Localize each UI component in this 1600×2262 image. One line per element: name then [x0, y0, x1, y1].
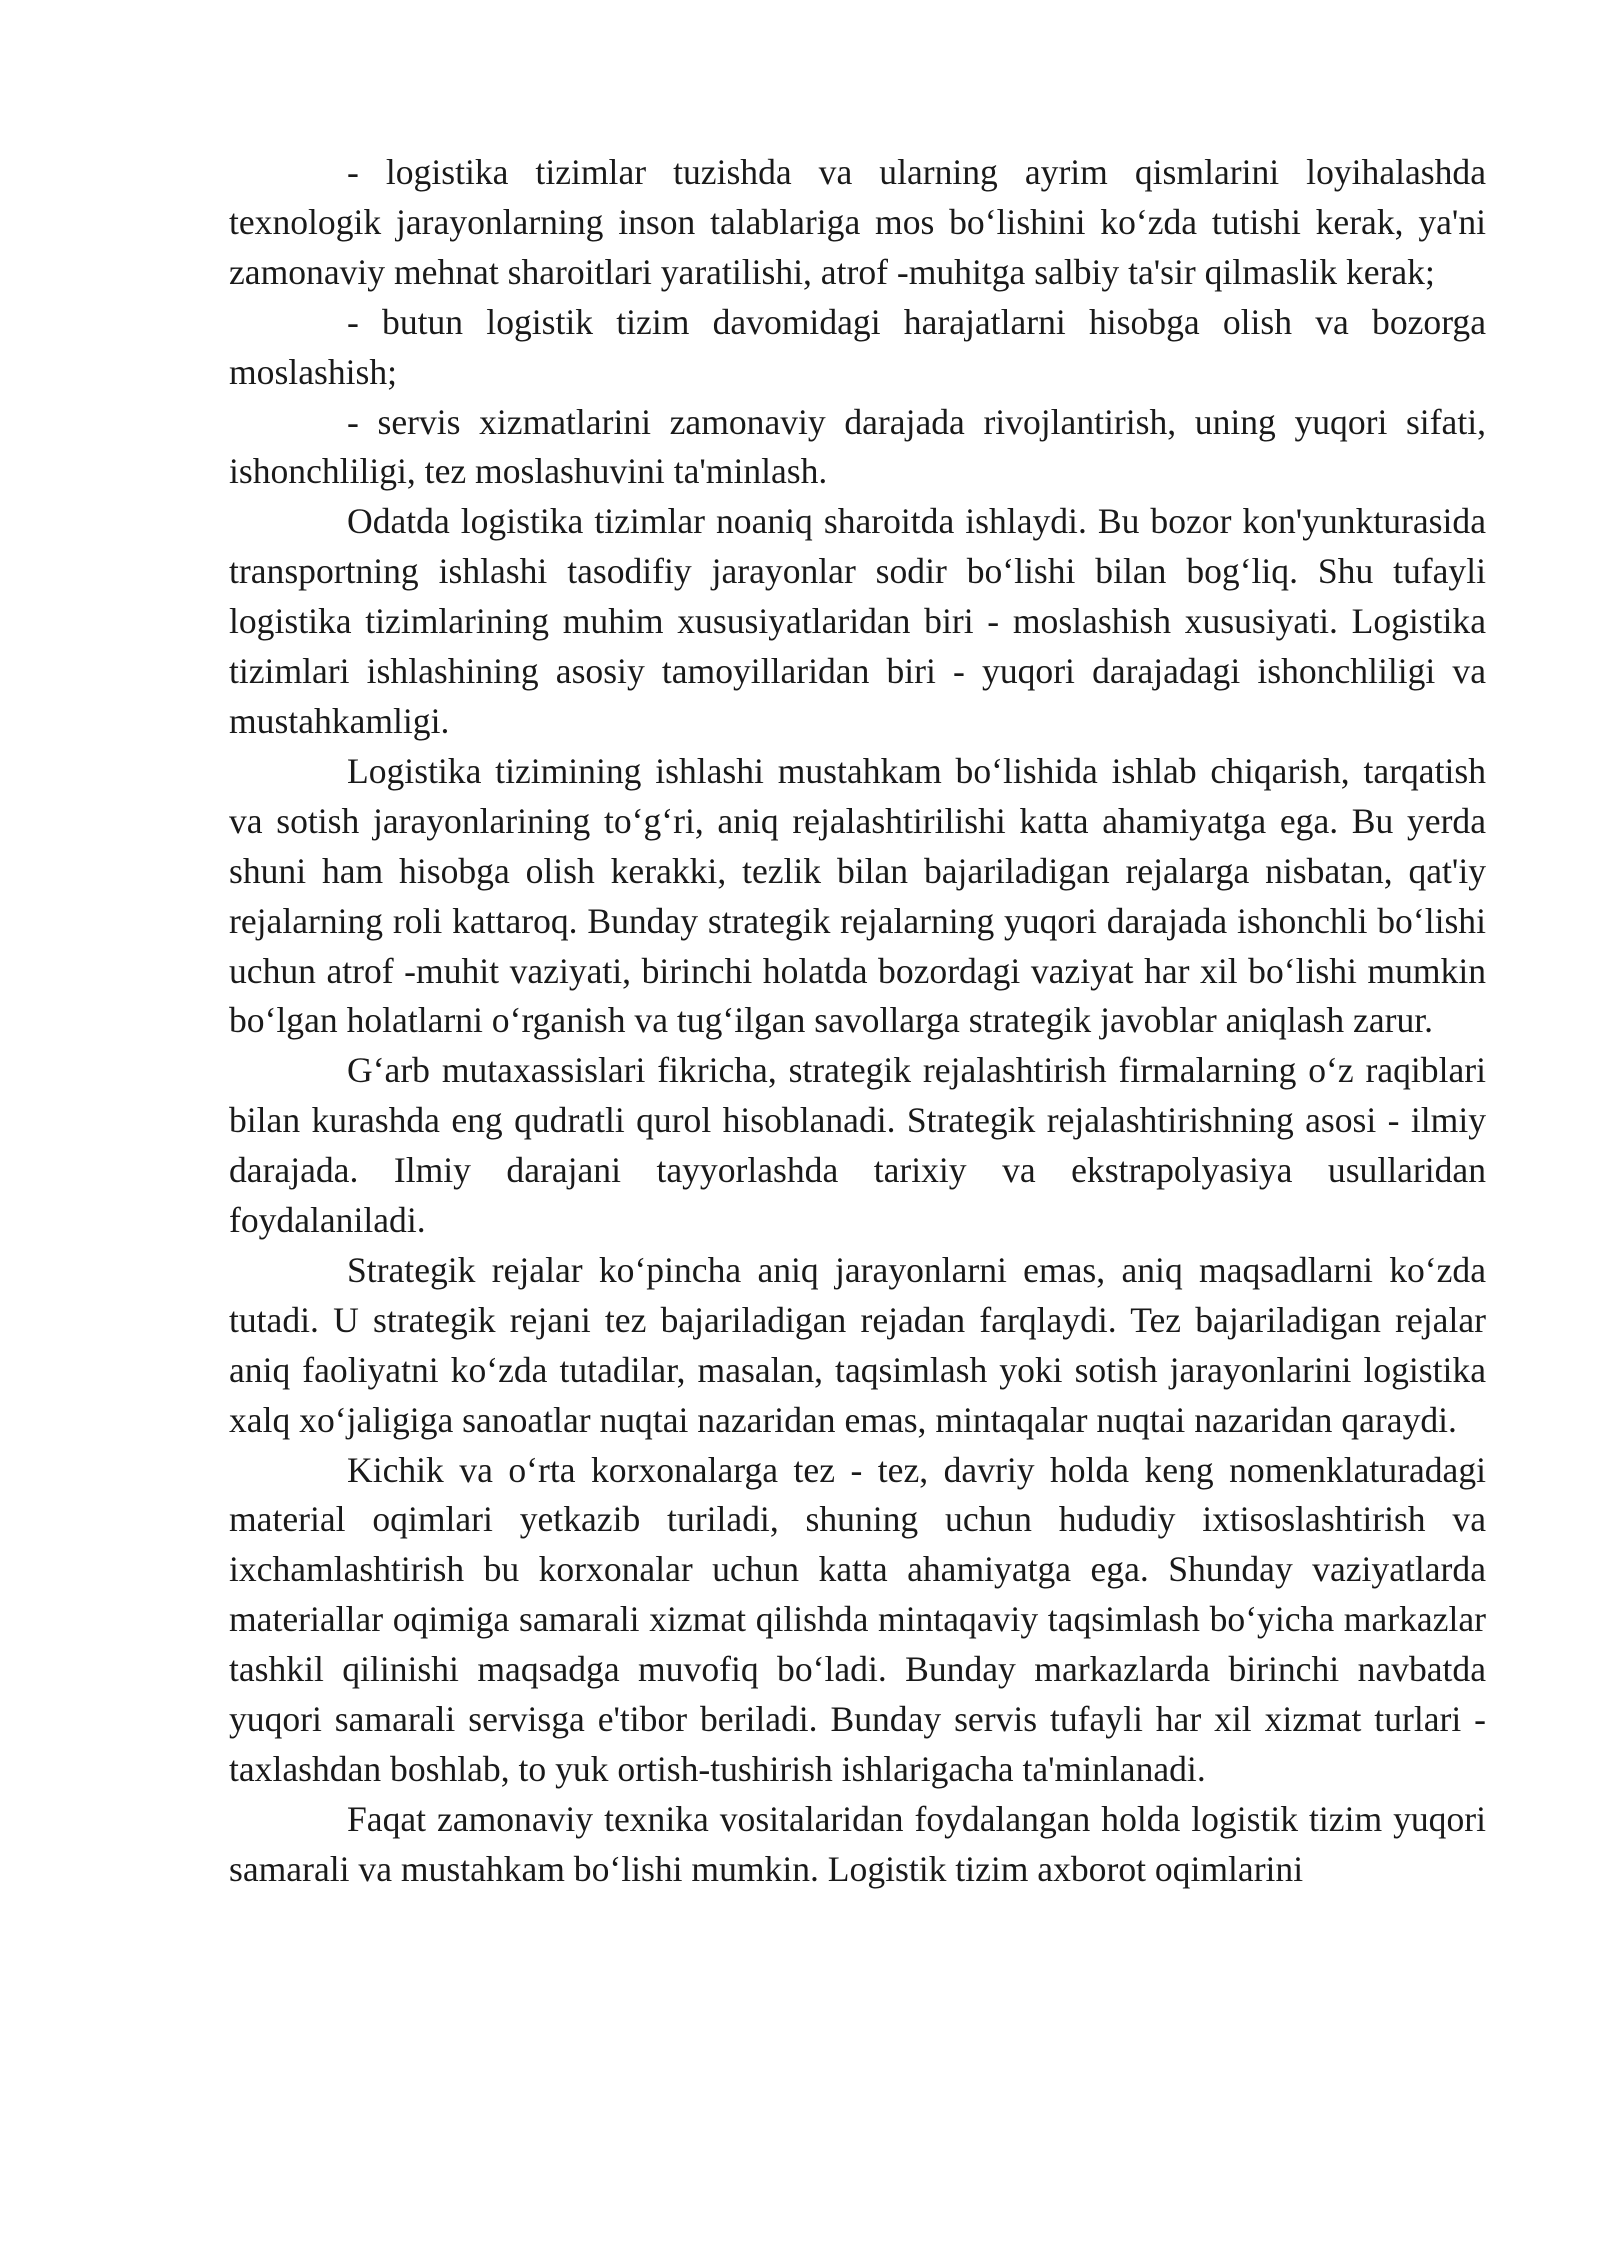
paragraph-western-experts: G‘arb mutaxassislari fikricha, strategik rejalashtirish firmalarning o‘z raqiblari bilan kurashda eng qudratli qurol hisoblanadi. Strategik rejalashtirishning asosi - ilmiy darajada. Ilmiy darajani tayyorlashda tarixiy va ekstrapolyasiya usullaridan foydalaniladi.	[229, 1050, 1486, 1241]
paragraph-list-item-service: - servis xizmatlarini zamonaviy darajada rivojlantirish, uning yuqori sifati, ishonchliligi, tez moslashuvini ta'minlash.	[229, 401, 1486, 492]
document-body	[229, 148, 1486, 1895]
paragraph-strategic-plans: Strategik rejalar ko‘pincha aniq jarayonlarni emas, aniq maqsadlarni ko‘zda tutadi. U strategik rejani tez bajariladigan rejadan farqlaydi. Tez bajariladigan rejalar aniq faoliyatni ko‘zda tutadilar, masalan, taqsimlash yoki sotish jarayonlarini logistika xalq xo‘jaligiga sanoatlar nuqtai nazaridan emas, mintaqalar nuqtai nazaridan qaraydi.	[229, 1249, 1486, 1440]
paragraph-list-item-design: - logistika tizimlar tuzishda va ularning ayrim qismlarini loyihalashda texnologik jarayonlarning inson talablariga mos bo‘lishini ko‘zda tutishi kerak, ya'ni zamonaviy mehnat sharoitlari yaratilishi, atrof -muhitga salbiy ta'sir qilmaslik kerak;	[229, 152, 1486, 292]
paragraph-small-enterprises: Kichik va o‘rta korxonalarga tez - tez, davriy holda keng nomenklaturadagi material oqimlari yetkazib turiladi, shuning uchun hududiy ixtisoslashtirish va ixchamlashtirish bu korxonalar uchun katta ahamiyatga ega. Shunday vaziyatlarda materiallar oqimiga samarali xizmat qilishda mintaqaviy taqsimlash bo‘yicha markazlar tashkil qilinishi maqsadga muvofiq bo‘ladi. Bunday markazlarda birinchi navbatda yuqori samarali servisga e'tibor beriladi. Bunday servis tufayli har xil xizmat turlari - taxlashdan boshlab, to yuk ortish-tushirish ishlarigacha ta'minlanadi.	[229, 1449, 1486, 1789]
paragraph-uncertainty: Odatda logistika tizimlar noaniq sharoitda ishlaydi. Bu bozor kon'yunkturasida transportning ishlashi tasodifiy jarayonlar sodir bo‘lishi bilan bog‘liq. Shu tufayli logistika tizimlarining muhim xususiyatlaridan biri - moslashish xususiyati. Logistika tizimlari ishlashining asosiy tamoyillaridan biri - yuqori darajadagi ishonchliligi va mustahkamligi.	[229, 501, 1486, 741]
paragraph-list-item-costs: - butun logistik tizim davomidagi harajatlarni hisobga olish va bozorga moslashish;	[229, 301, 1486, 392]
paragraph-planning: Logistika tizimining ishlashi mustahkam bo‘lishida ishlab chiqarish, tarqatish va sotish jarayonlarining to‘g‘ri, aniq rejalashtirilishi katta ahamiyatga ega. Bu yerda shuni ham hisobga olish kerakki, tezlik bilan bajariladigan rejalarga nisbatan, qat'iy rejalarning roli kattaroq. Bunday strategik rejalarning yuqori darajada ishonchli bo‘lishi uchun atrof -muhit vaziyati, birinchi holatda bozordagi vaziyat har xil bo‘lishi mumkin bo‘lgan holatlarni o‘rganish va tug‘ilgan savollarga strategik javoblar aniqlash zarur.	[229, 750, 1486, 1041]
paragraph-modern-technology: Faqat zamonaviy texnika vositalaridan foydalangan holda logistik tizim yuqori samarali va mustahkam bo‘lishi mumkin. Logistik tizim axborot oqimlarini	[229, 1798, 1486, 1889]
